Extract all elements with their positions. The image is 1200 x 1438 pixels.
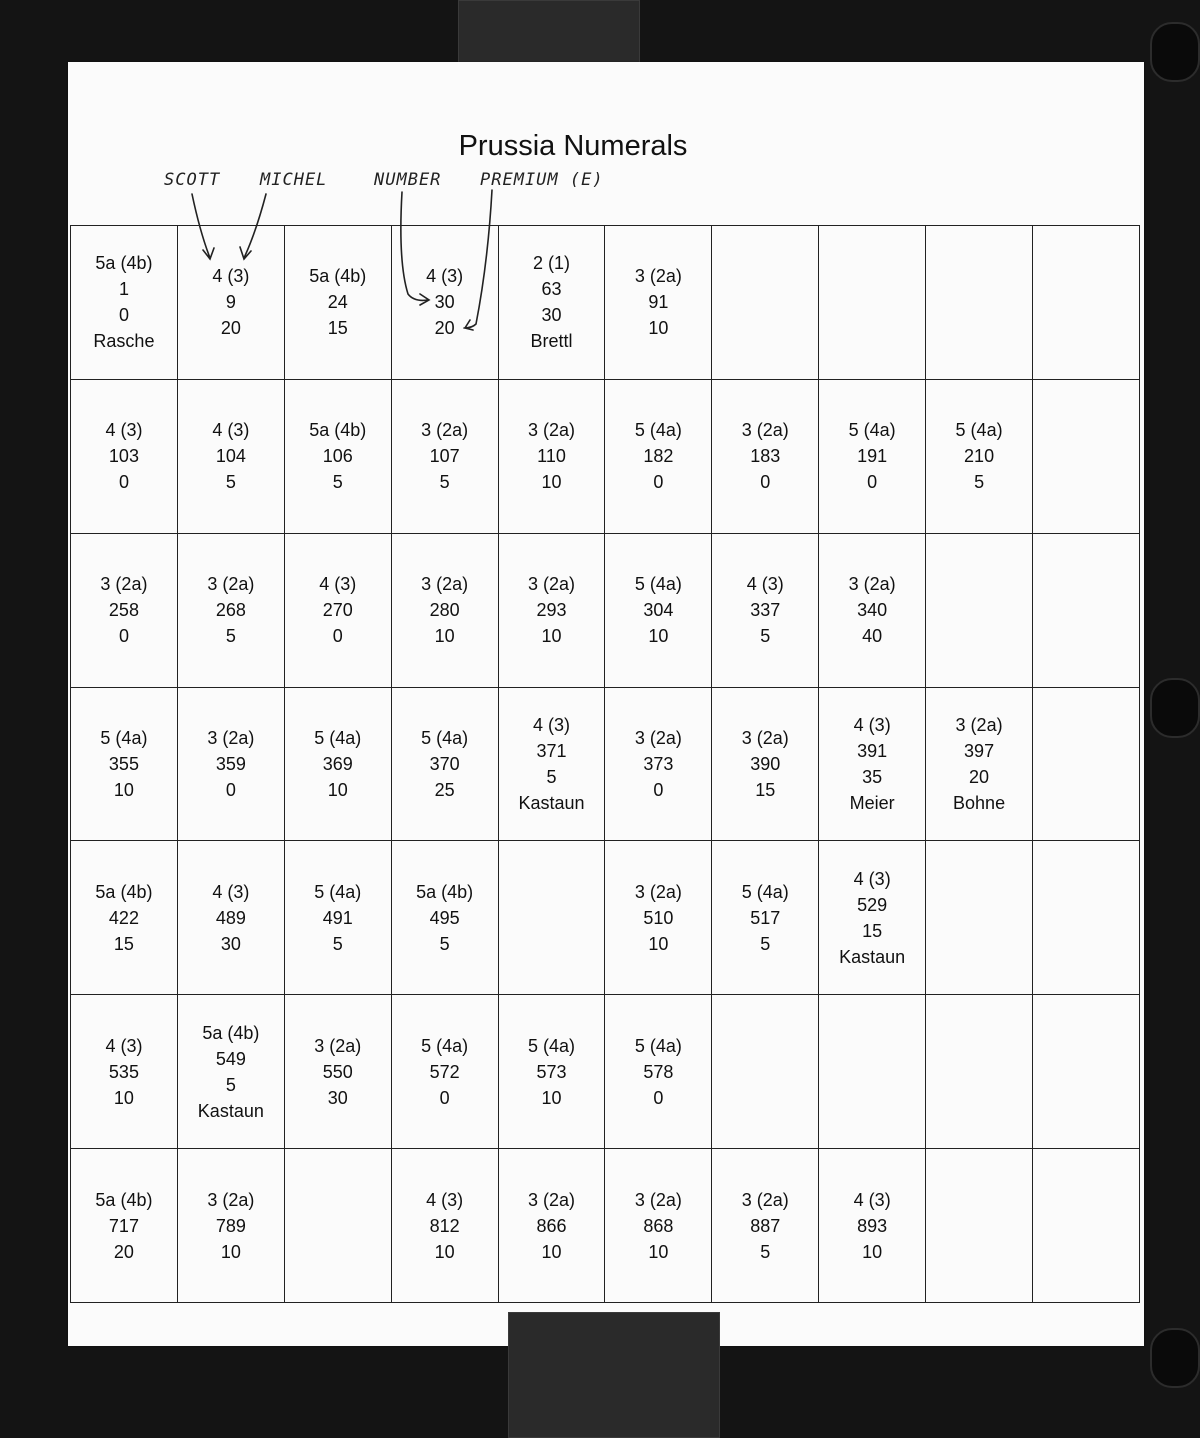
michel-number: 371 [536, 740, 567, 761]
stamp-cell [71, 687, 178, 841]
michel-number: 535 [108, 1061, 139, 1082]
empty-cell [498, 841, 605, 995]
michel-number: 868 [643, 1215, 674, 1236]
numeral-number: 15 [862, 920, 883, 941]
scott-number: 3 (2a) [527, 1189, 576, 1210]
scott-number: 5a (4b) [95, 253, 153, 274]
numeral-number: 0 [867, 472, 878, 493]
annotation-michel: MICHEL [260, 170, 328, 190]
empty-cell [284, 1149, 391, 1303]
stamp-cell [71, 1149, 178, 1303]
scott-number: 3 (2a) [421, 574, 469, 595]
michel-number: 893 [857, 1215, 888, 1236]
numeral-number: 5 [974, 472, 985, 493]
michel-number: 495 [429, 907, 460, 928]
numeral-number: 0 [760, 472, 771, 493]
numeral-number: 10 [862, 1241, 883, 1262]
numeral-number: 0 [653, 779, 664, 800]
numeral-number: 5 [760, 626, 771, 647]
michel-number: 717 [108, 1215, 139, 1236]
stamp-cell [712, 1149, 819, 1303]
michel-number: 183 [750, 446, 781, 467]
stamp-cell [177, 995, 284, 1149]
stamp-cell [819, 687, 926, 841]
scott-number: 3 (2a) [634, 1189, 682, 1210]
numeral-number: 5 [225, 626, 236, 647]
empty-cell [1033, 226, 1140, 380]
numeral-number: 0 [439, 1087, 450, 1108]
scott-number: 4 (3) [533, 714, 571, 735]
stamp-cell [177, 1149, 284, 1303]
numeral-number: 10 [434, 1241, 455, 1262]
scott-number: 5 (4a) [955, 420, 1003, 441]
michel-number: 390 [750, 753, 781, 774]
scott-number: 3 (2a) [741, 420, 789, 441]
numeral-number: 10 [113, 1087, 134, 1108]
stamp-cell [284, 995, 391, 1149]
stamp-cell [712, 841, 819, 995]
stamp-cell [605, 1149, 712, 1303]
numeral-number: 20 [220, 318, 241, 339]
michel-number: 550 [322, 1061, 353, 1082]
michel-number: 397 [964, 740, 995, 761]
empty-cell [1033, 533, 1140, 687]
numeral-number: 5 [760, 933, 771, 954]
michel-number: 489 [215, 907, 246, 928]
numeral-number: 0 [118, 305, 129, 326]
annotation-premium: PREMIUM (E) [480, 170, 604, 190]
scott-number: 5a (4b) [202, 1022, 260, 1043]
stamp-cell [498, 226, 605, 380]
stamp-cell [391, 687, 498, 841]
michel-number: 258 [108, 600, 139, 621]
scott-number: 3 (2a) [527, 574, 576, 595]
grid-row [71, 379, 1140, 533]
binder-hole-bottom [1150, 1328, 1200, 1388]
empty-cell [926, 226, 1033, 380]
scott-number: 5 (4a) [314, 881, 362, 902]
michel-number: 270 [322, 600, 353, 621]
stamp-cell [605, 533, 712, 687]
numeral-number: 10 [648, 318, 669, 339]
scott-number: 5a (4b) [309, 420, 367, 441]
stamp-cell [71, 379, 178, 533]
scott-number: 4 (3) [426, 266, 464, 287]
stamp-cell [498, 533, 605, 687]
empty-cell [926, 841, 1033, 995]
stamp-cell [605, 995, 712, 1149]
numeral-number: 5 [439, 472, 450, 493]
scott-number: 4 (3) [212, 420, 250, 441]
numeral-number: 35 [862, 766, 883, 787]
scott-number: 5 (4a) [100, 727, 148, 748]
numeral-number: 0 [653, 472, 664, 493]
empty-cell [1033, 1149, 1140, 1303]
michel-number: 110 [537, 446, 566, 467]
michel-number: 63 [541, 279, 562, 300]
scott-number: 4 (3) [426, 1189, 464, 1210]
michel-number: 103 [108, 446, 139, 467]
annotation-scott: SCOTT [164, 170, 221, 190]
scott-number: 3 (2a) [527, 420, 576, 441]
scott-number: 3 (2a) [741, 1189, 789, 1210]
numeral-number: 10 [541, 626, 562, 647]
stamp-cell [712, 687, 819, 841]
numeral-number: 30 [327, 1087, 348, 1108]
scott-number: 4 (3) [319, 574, 357, 595]
premium-value: Meier [849, 792, 895, 813]
numeral-number: 10 [648, 933, 669, 954]
annotation-number: NUMBER [374, 170, 442, 190]
empty-cell [926, 995, 1033, 1149]
numeral-number: 0 [653, 1087, 664, 1108]
stamp-cell [498, 379, 605, 533]
michel-number: 30 [434, 292, 455, 313]
numeral-number: 10 [113, 779, 134, 800]
scott-number: 4 (3) [105, 420, 143, 441]
grid-row [71, 687, 1140, 841]
empty-cell [1033, 379, 1140, 533]
binder-hole-top [1150, 22, 1200, 82]
premium-value: Kastaun [839, 946, 906, 967]
michel-number: 572 [429, 1061, 460, 1082]
scott-number: 5a (4b) [95, 1189, 153, 1210]
michel-number: 370 [429, 753, 460, 774]
empty-cell [1033, 687, 1140, 841]
stamp-cell [605, 687, 712, 841]
stamp-cell [177, 226, 284, 380]
numeral-number: 10 [541, 472, 562, 493]
michel-number: 373 [643, 753, 674, 774]
numeral-number: 5 [225, 1074, 236, 1095]
premium-value: Rasche [93, 331, 155, 352]
numeral-number: 5 [332, 933, 343, 954]
empty-cell [819, 995, 926, 1149]
numeral-number: 5 [546, 766, 557, 787]
stamp-cell [926, 687, 1033, 841]
scott-number: 3 (2a) [634, 881, 682, 902]
michel-number: 337 [750, 600, 781, 621]
stamp-cell [177, 841, 284, 995]
scott-number: 3 (2a) [314, 1035, 362, 1056]
numeral-number: 10 [541, 1241, 562, 1262]
premium-value: Brettl [530, 331, 573, 352]
michel-number: 1 [118, 279, 129, 300]
stamp-cell [177, 533, 284, 687]
stamp-cell [605, 226, 712, 380]
stamp-cell [284, 379, 391, 533]
scott-number: 5 (4a) [314, 727, 362, 748]
michel-number: 280 [429, 600, 460, 621]
numeral-number: 30 [220, 933, 241, 954]
michel-number: 293 [536, 600, 567, 621]
michel-number: 578 [643, 1061, 674, 1082]
numeral-number: 5 [225, 472, 236, 493]
grid-row [71, 533, 1140, 687]
premium-value: Bohne [953, 792, 1006, 813]
stamp-cell [177, 687, 284, 841]
numeral-number: 20 [113, 1241, 134, 1262]
michel-number: 359 [215, 753, 246, 774]
stamp-grid [70, 225, 1140, 1303]
numeral-number: 10 [327, 779, 348, 800]
michel-number: 812 [429, 1215, 460, 1236]
michel-number: 268 [215, 600, 246, 621]
scott-number: 3 (2a) [848, 574, 896, 595]
scott-number: 3 (2a) [207, 1189, 255, 1210]
stamp-cell [391, 226, 498, 380]
stamp-cell [71, 533, 178, 687]
scott-number: 5 (4a) [848, 420, 896, 441]
michel-number: 866 [536, 1215, 567, 1236]
numeral-number: 15 [113, 933, 134, 954]
scott-number: 4 (3) [746, 574, 784, 595]
michel-number: 9 [225, 292, 236, 313]
stamp-cell [498, 995, 605, 1149]
michel-number: 340 [857, 600, 888, 621]
grid-row [71, 841, 1140, 995]
stamp-cell [819, 379, 926, 533]
grid-row [71, 1149, 1140, 1303]
michel-number: 517 [750, 907, 781, 928]
stamp-cell [71, 226, 178, 380]
stamp-cell [391, 995, 498, 1149]
scott-number: 5 (4a) [421, 1035, 469, 1056]
michel-number: 789 [215, 1215, 246, 1236]
grid-row [71, 995, 1140, 1149]
scott-number: 2 (1) [533, 253, 571, 274]
michel-number: 191 [857, 446, 888, 467]
page-title: Prussia Numerals [458, 130, 688, 162]
michel-number: 304 [643, 600, 674, 621]
numeral-number: 0 [118, 472, 129, 493]
premium-value: Kastaun [518, 792, 585, 813]
numeral-number: 10 [434, 626, 455, 647]
stamp-cell [498, 1149, 605, 1303]
album-page [68, 62, 1144, 1346]
binder-hole-middle [1150, 678, 1200, 738]
scott-number: 4 (3) [853, 714, 891, 735]
stamp-cell [819, 841, 926, 995]
empty-cell [819, 226, 926, 380]
numeral-number: 5 [332, 472, 343, 493]
numeral-number: 15 [327, 318, 348, 339]
scott-number: 3 (2a) [421, 420, 469, 441]
numeral-number: 0 [118, 626, 129, 647]
michel-number: 355 [108, 753, 139, 774]
scott-number: 5 (4a) [421, 727, 469, 748]
grid-row [71, 226, 1140, 380]
numeral-number: 10 [541, 1087, 562, 1108]
stamp-cell [819, 1149, 926, 1303]
stamp-cell [712, 533, 819, 687]
michel-number: 107 [429, 446, 460, 467]
numeral-number: 10 [220, 1241, 241, 1262]
empty-cell [926, 1149, 1033, 1303]
stamp-cell [284, 687, 391, 841]
scott-number: 4 (3) [853, 868, 891, 889]
michel-number: 887 [750, 1215, 781, 1236]
scott-number: 5 (4a) [741, 881, 789, 902]
numeral-number: 0 [225, 779, 236, 800]
numeral-number: 30 [541, 305, 562, 326]
numeral-number: 10 [648, 1241, 669, 1262]
scott-number: 3 (2a) [207, 727, 255, 748]
michel-number: 510 [643, 907, 674, 928]
scott-number: 3 (2a) [207, 574, 255, 595]
scott-number: 4 (3) [105, 1035, 143, 1056]
stamp-cell [926, 379, 1033, 533]
scott-number: 5a (4b) [95, 881, 153, 902]
michel-number: 369 [322, 753, 353, 774]
numeral-number: 0 [332, 626, 343, 647]
michel-number: 573 [536, 1061, 567, 1082]
stamp-cell [391, 533, 498, 687]
empty-cell [1033, 841, 1140, 995]
numeral-number: 5 [439, 933, 450, 954]
michel-number: 182 [643, 446, 674, 467]
scott-number: 3 (2a) [634, 727, 682, 748]
numeral-number: 20 [434, 318, 455, 339]
numeral-number: 10 [648, 626, 669, 647]
numeral-number: 20 [969, 766, 990, 787]
stamp-cell [391, 379, 498, 533]
scott-number: 3 (2a) [100, 574, 148, 595]
numeral-number: 40 [862, 626, 883, 647]
michel-number: 491 [322, 907, 353, 928]
stamp-cell [177, 379, 284, 533]
michel-number: 24 [327, 292, 348, 313]
numeral-number: 15 [755, 779, 776, 800]
stamp-cell [605, 379, 712, 533]
scott-number: 3 (2a) [955, 714, 1003, 735]
michel-number: 549 [215, 1048, 246, 1069]
scott-number: 5 (4a) [634, 1035, 682, 1056]
empty-cell [712, 226, 819, 380]
michel-number: 210 [964, 446, 995, 467]
scott-number: 4 (3) [212, 881, 250, 902]
scott-number: 5a (4b) [416, 881, 474, 902]
stamp-cell [71, 995, 178, 1149]
michel-number: 91 [648, 292, 669, 313]
empty-cell [712, 995, 819, 1149]
empty-cell [1033, 995, 1140, 1149]
michel-number: 422 [108, 907, 139, 928]
stamp-cell [391, 841, 498, 995]
stamp-cell [284, 533, 391, 687]
stamp-cell [498, 687, 605, 841]
michel-number: 104 [215, 446, 246, 467]
scott-number: 5a (4b) [309, 266, 367, 287]
scott-number: 5 (4a) [634, 420, 682, 441]
scott-number: 3 (2a) [741, 727, 789, 748]
michel-number: 529 [857, 894, 888, 915]
michel-number: 391 [857, 740, 888, 761]
scott-number: 4 (3) [212, 266, 250, 287]
stamp-cell [712, 379, 819, 533]
scott-number: 3 (2a) [634, 266, 682, 287]
stamp-cell [819, 533, 926, 687]
scott-number: 4 (3) [853, 1189, 891, 1210]
scott-number: 5 (4a) [634, 574, 682, 595]
tape-bottom [508, 1312, 720, 1438]
numeral-number: 5 [760, 1241, 771, 1262]
stamp-cell [284, 226, 391, 380]
premium-value: Kastaun [197, 1100, 264, 1121]
numeral-number: 25 [434, 779, 455, 800]
stamp-cell [71, 841, 178, 995]
stamp-cell [391, 1149, 498, 1303]
stamp-cell [605, 841, 712, 995]
empty-cell [926, 533, 1033, 687]
michel-number: 106 [322, 446, 353, 467]
scott-number: 5 (4a) [527, 1035, 576, 1056]
stamp-cell [284, 841, 391, 995]
